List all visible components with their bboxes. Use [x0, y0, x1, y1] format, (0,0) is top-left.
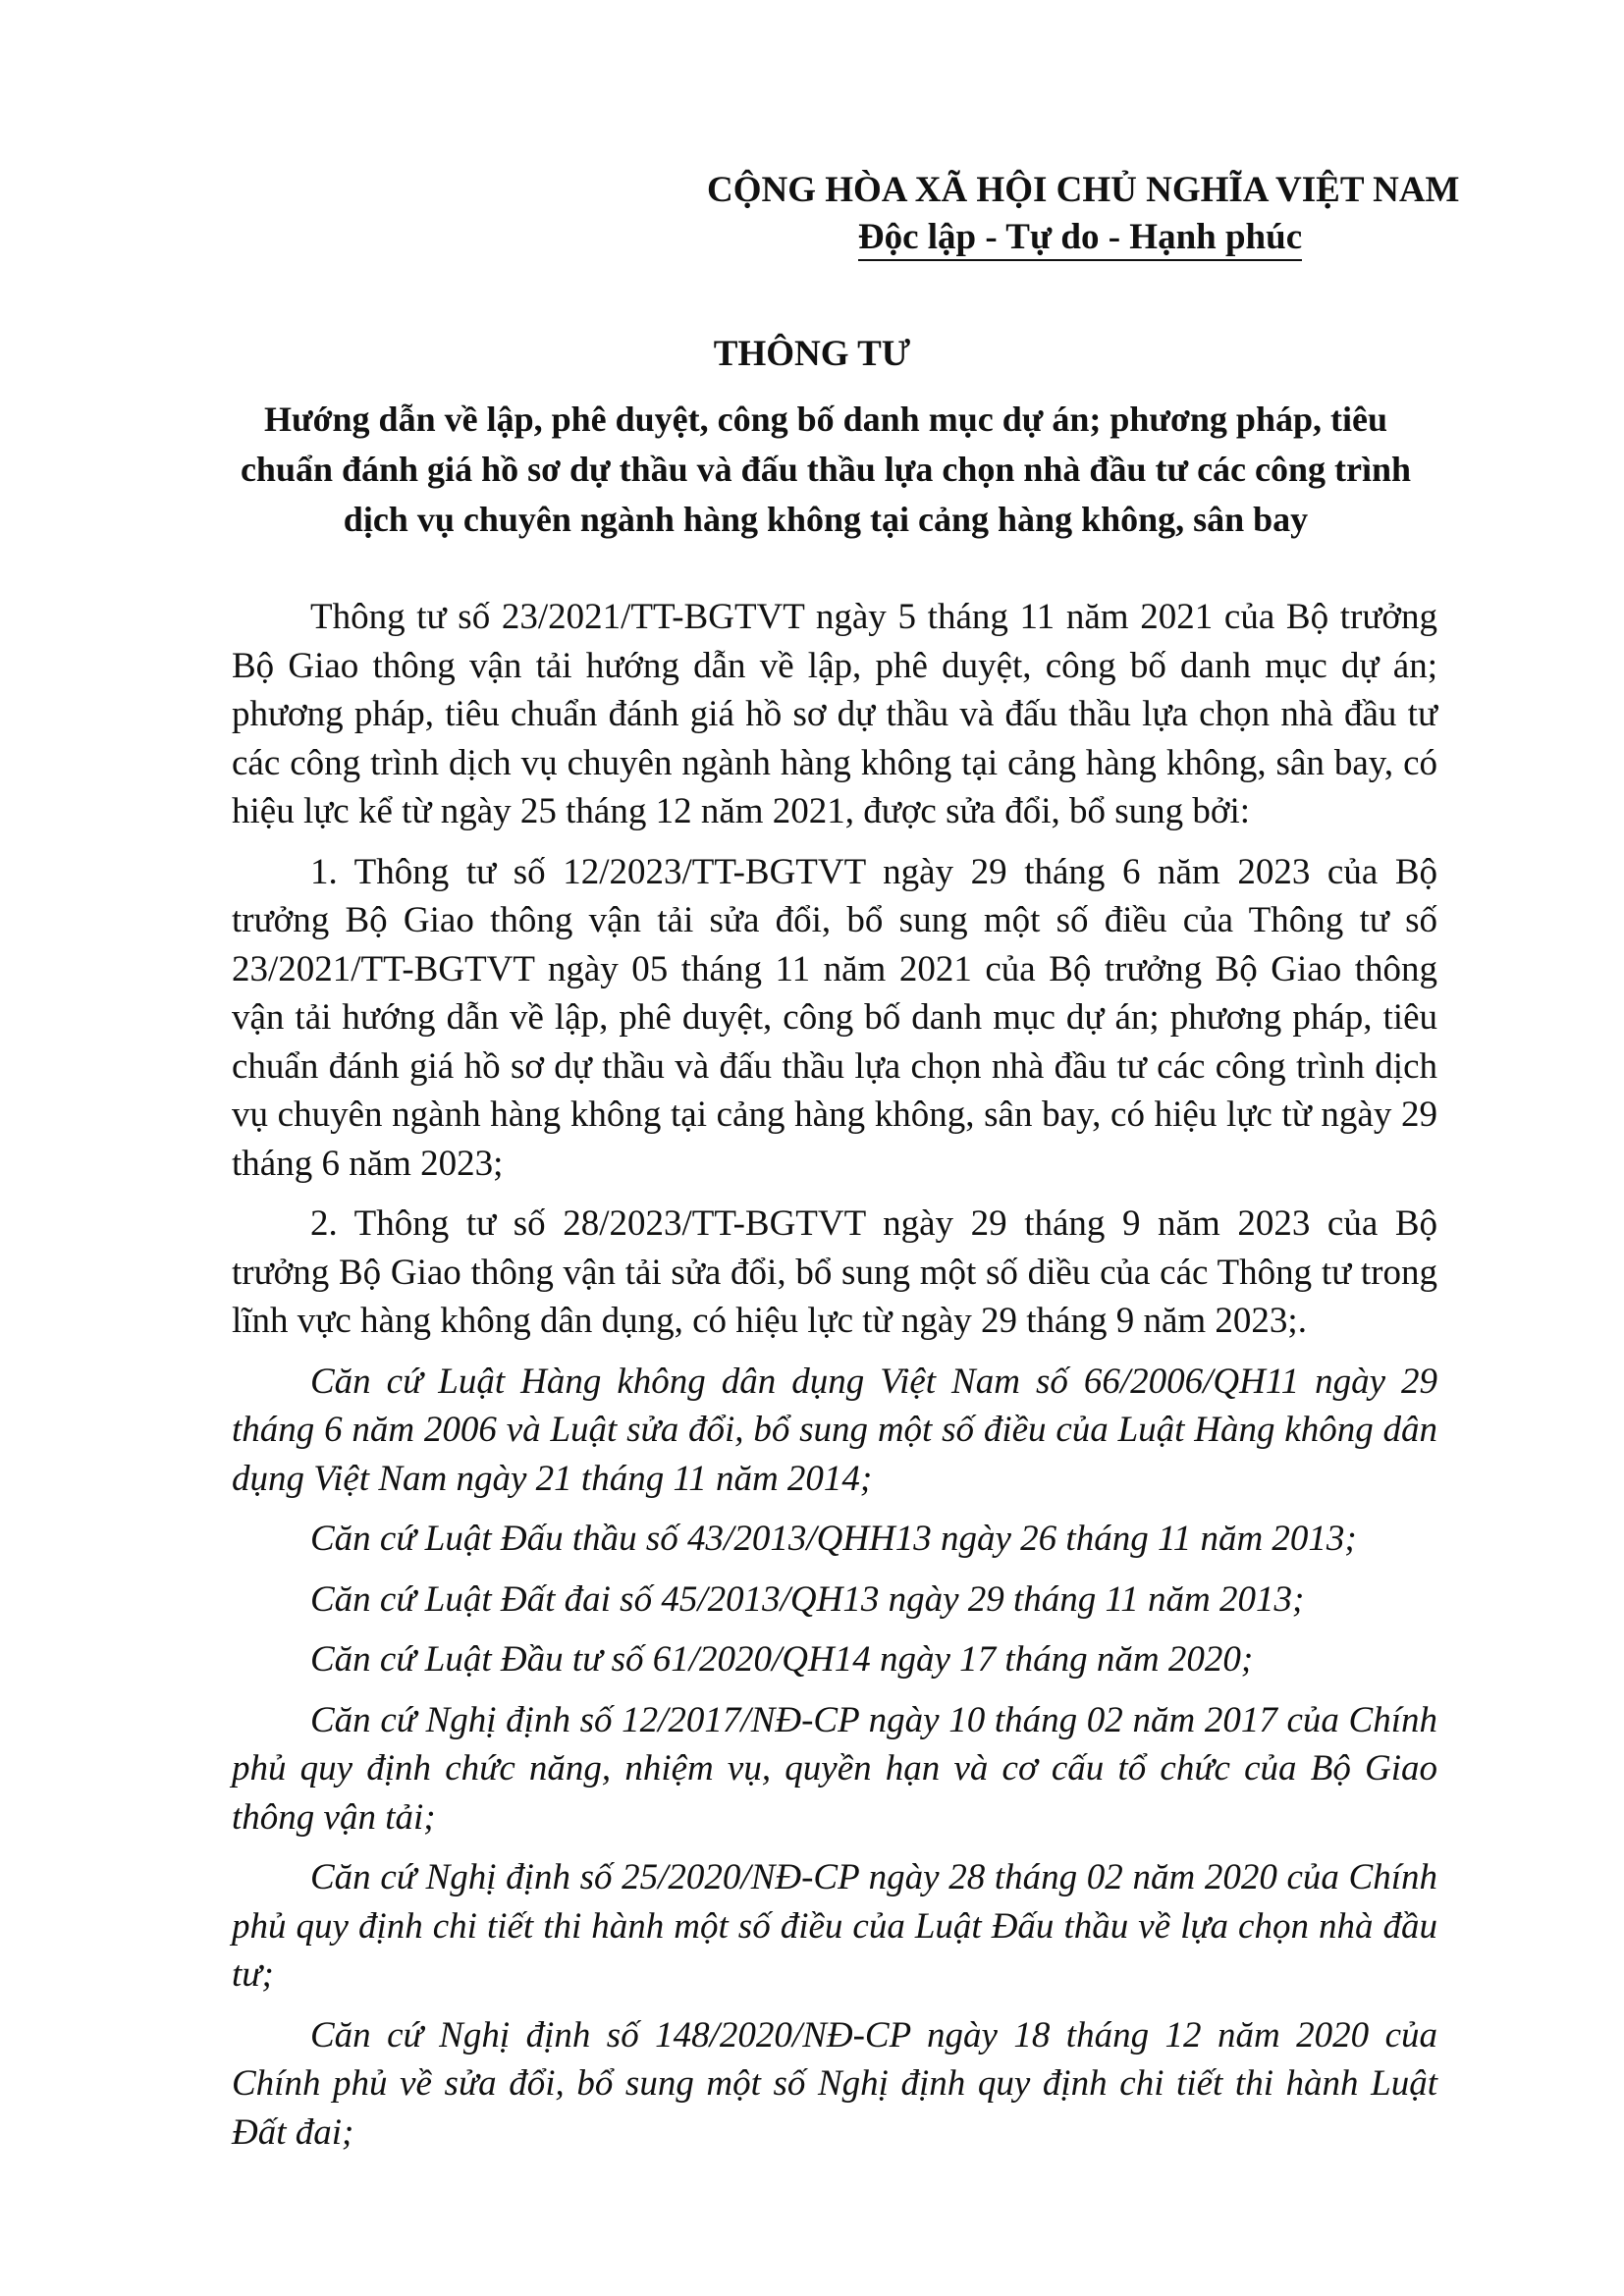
amendment-item: 2. Thông tư số 28/2023/TT-BGTVT ngày 29 tháng 9 năm 2023 của Bộ trưởng Bộ Giao thông vận tải sửa đổi, bổ sung một số diều của các Thông tư trong lĩnh vực hàng không dân dụng, có hiệu lực từ ngày 29 tháng 9 năm 2023;.	[232, 1203, 1437, 1341]
legal-basis-paragraph: Căn cứ Luật Đầu tư số 61/2020/QH14 ngày 17 tháng năm 2020;	[310, 1639, 1254, 1680]
document-body	[232, 593, 1437, 2168]
motto-text: Độc lập - Tự do - Hạnh phúc	[858, 217, 1302, 261]
document-title: Hướng dẫn về lập, phê duyệt, công bố danh mục dự án; phương pháp, tiêu chuẩn đánh giá hồ sơ dự thầu và đấu thầu lựa chọn nhà đầu tư các công trình dịch vụ chuyên ngành hàng không tại cảng hàng không, sân bay	[240, 400, 1412, 539]
nation-name: CỘNG HÒA XÃ HỘI CHỦ NGHĨA VIỆT NAM	[707, 170, 1460, 210]
legal-basis-paragraph: Căn cứ Nghị định số 148/2020/NĐ-CP ngày 18 tháng 12 năm 2020 của Chính phủ về sửa đổi, bổ sung một số Nghị định quy định chi tiết thi hành Luật Đất đai;	[232, 2014, 1437, 2153]
legal-basis-paragraph: Căn cứ Nghị định số 12/2017/NĐ-CP ngày 10 tháng 02 năm 2017 của Chính phủ quy định chức năng, nhiệm vụ, quyền hạn và cơ cấu tổ chức của Bộ Giao thông vận tải;	[232, 1699, 1437, 1838]
document-type: THÔNG TƯ	[713, 334, 911, 374]
legal-basis-paragraph: Căn cứ Luật Đất đai số 45/2013/QH13 ngày 29 tháng 11 năm 2013;	[310, 1578, 1305, 1620]
legal-basis-paragraph: Căn cứ Luật Hàng không dân dụng Việt Nam số 66/2006/QH11 ngày 29 tháng 6 năm 2006 và Luật sửa đổi, bổ sung một số điều của Luật Hàng không dân dụng Việt Nam ngày 21 tháng 11 năm 2014;	[232, 1361, 1437, 1499]
amendment-item: 1. Thông tư số 12/2023/TT-BGTVT ngày 29 tháng 6 năm 2023 của Bộ trưởng Bộ Giao thông vận tải sửa đổi, bổ sung một số điều của Thông tư số 23/2021/TT-BGTVT ngày 05 tháng 11 năm 2021 của Bộ trưởng Bộ Giao thông vận tải hướng dẫn về lập, phê duyệt, công bố danh mục dự án; phương pháp, tiêu chuẩn đánh giá hồ sơ dự thầu và đấu thầu lựa chọn nhà đầu tư các công trình dịch vụ chuyên ngành hàng không tại cảng hàng không, sân bay, có hiệu lực từ ngày 29 tháng 6 năm 2023;	[232, 851, 1437, 1184]
legal-basis-paragraph: Căn cứ Luật Đấu thầu số 43/2013/QHH13 ngày 26 tháng 11 năm 2013;	[310, 1519, 1357, 1559]
national-motto	[707, 214, 1453, 261]
intro-paragraph: Thông tư số 23/2021/TT-BGTVT ngày 5 tháng 11 năm 2021 của Bộ trưởng Bộ Giao thông vận tải hướng dẫn về lập, phê duyệt, công bố danh mục dự án; phương pháp, tiêu chuẩn đánh giá hồ sơ dự thầu và đấu thầu lựa chọn nhà đầu tư các công trình dịch vụ chuyên ngành hàng không tại cảng hàng không, sân bay, có hiệu lực kể từ ngày 25 tháng 12 năm 2021, được sửa đổi, bổ sung bởi:	[232, 597, 1437, 831]
legal-basis-paragraph: Căn cứ Nghị định số 25/2020/NĐ-CP ngày 28 tháng 02 năm 2020 của Chính phủ quy định chi tiết thi hành một số điều của Luật Đấu thầu về lựa chọn nhà đầu tư;	[232, 1857, 1437, 1995]
